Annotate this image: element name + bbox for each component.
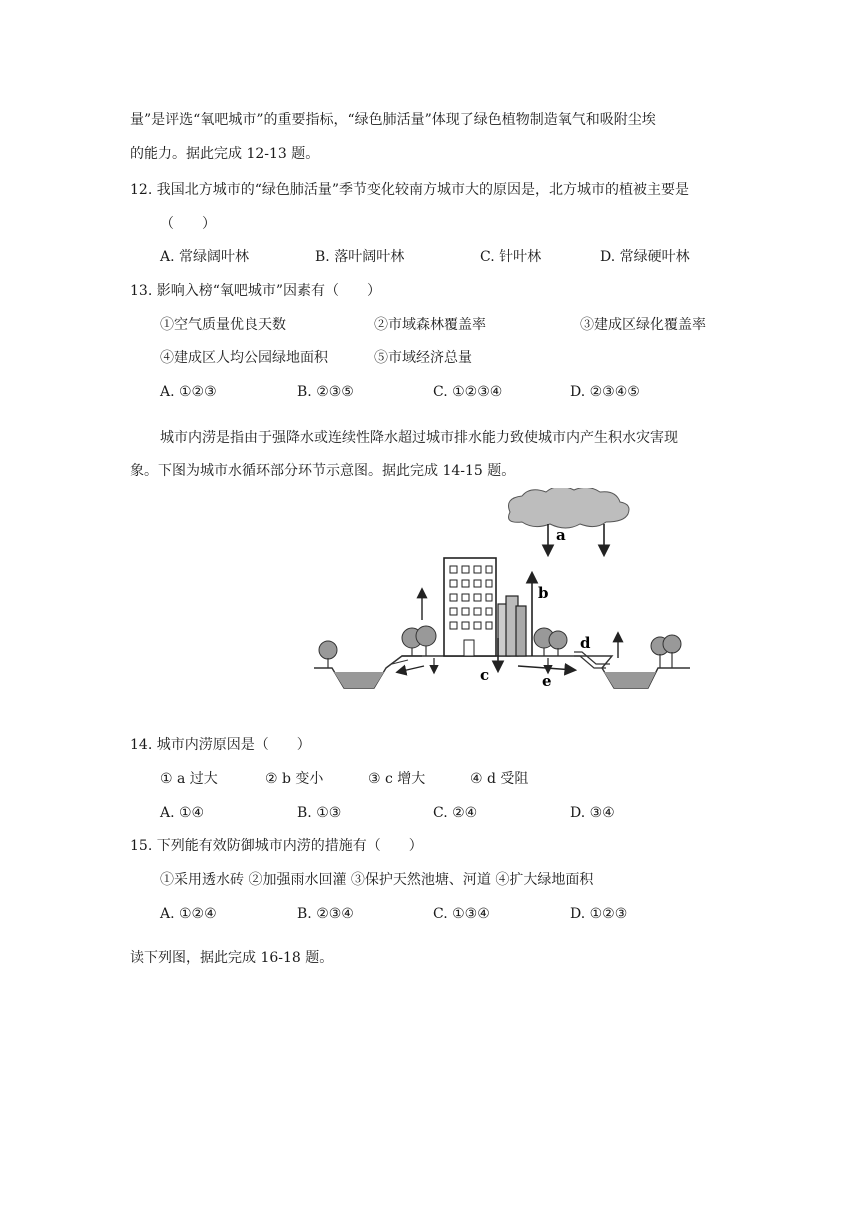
runoff-arrow-left [398, 666, 424, 672]
question-13-item-3: ③建成区绿化覆盖率 [580, 317, 706, 333]
intro-line-2: 的能力。据此完成 12-13 题。 [130, 146, 320, 162]
tree-pair-icon [534, 628, 567, 656]
question-12-option-a: A. 常绿阔叶林 [160, 249, 250, 265]
question-12-option-d: D. 常绿硬叶林 [600, 249, 690, 265]
question-14-stem: 14. 城市内涝原因是（ ） [130, 737, 311, 753]
question-14-item-2: ② b 变小 [265, 771, 324, 787]
passage-line-2: 象。下图为城市水循环部分环节示意图。据此完成 14-15 题。 [130, 463, 516, 479]
section-16-18-intro: 读下列图，据此完成 16-18 题。 [130, 950, 334, 966]
question-12-bracket: （ ） [160, 216, 216, 232]
tree-icon [319, 641, 337, 668]
intro-line-1: 量”是评选“氧吧城市”的重要指标，“绿色肺活量”体现了绿色植物制造氧气和吸附尘埃 [130, 112, 656, 128]
question-13-option-b: B. ②③⑤ [297, 384, 354, 400]
question-15-option-d: D. ①②③ [570, 906, 628, 922]
urban-water-cycle-diagram [312, 488, 692, 696]
label-b: b [538, 584, 549, 602]
label-e: e [542, 672, 552, 690]
cloud-icon [509, 488, 630, 528]
label-a: a [556, 526, 566, 544]
question-14-item-4: ④ d 受阻 [470, 771, 529, 787]
tree-pair-icon [402, 626, 436, 656]
tower-buildings-icon [498, 596, 526, 656]
question-15-items: ①采用透水砖 ②加强雨水回灌 ③保护天然池塘、河道 ④扩大绿地面积 [160, 872, 594, 888]
question-13-option-d: D. ②③④⑤ [570, 384, 640, 400]
left-pond [334, 672, 384, 688]
question-13-option-a: A. ①②③ [160, 384, 217, 400]
building-icon [444, 558, 496, 656]
question-15-option-b: B. ②③④ [297, 906, 354, 922]
question-15-stem: 15. 下列能有效防御城市内涝的措施有（ ） [130, 838, 423, 854]
label-d: d [580, 634, 591, 652]
question-12-stem: 12. 我国北方城市的“绿色肺活量”季节变化较南方城市大的原因是，北方城市的植被主要是 [130, 182, 690, 198]
question-13-option-c: C. ①②③④ [433, 384, 503, 400]
question-13-item-1: ①空气质量优良天数 [160, 317, 286, 333]
question-13-item-2: ②市域森林覆盖率 [374, 317, 486, 333]
question-14-option-a: A. ①④ [160, 805, 205, 821]
question-15-option-a: A. ①②④ [160, 906, 217, 922]
question-14-option-c: C. ②④ [433, 805, 478, 821]
question-14-option-b: B. ①③ [297, 805, 342, 821]
question-14-item-1: ① a 过大 [160, 771, 218, 787]
question-13-item-5: ⑤市域经济总量 [374, 350, 472, 366]
question-14-option-d: D. ③④ [570, 805, 615, 821]
runoff-arrow-e [518, 666, 574, 670]
question-12-option-c: C. 针叶林 [480, 249, 542, 265]
passage-line-1: 城市内涝是指由于强降水或连续性降水超过城市排水能力致使城市内产生积水灾害现 [160, 430, 678, 446]
tree-pair-icon [651, 635, 681, 668]
question-12-option-b: B. 落叶阔叶林 [315, 249, 405, 265]
label-c: c [480, 666, 490, 684]
question-14-item-3: ③ c 增大 [368, 771, 426, 787]
question-15-option-c: C. ①③④ [433, 906, 490, 922]
question-13-stem: 13. 影响入榜“氧吧城市”因素有（ ） [130, 283, 382, 299]
question-13-item-4: ④建成区人均公园绿地面积 [160, 350, 328, 366]
